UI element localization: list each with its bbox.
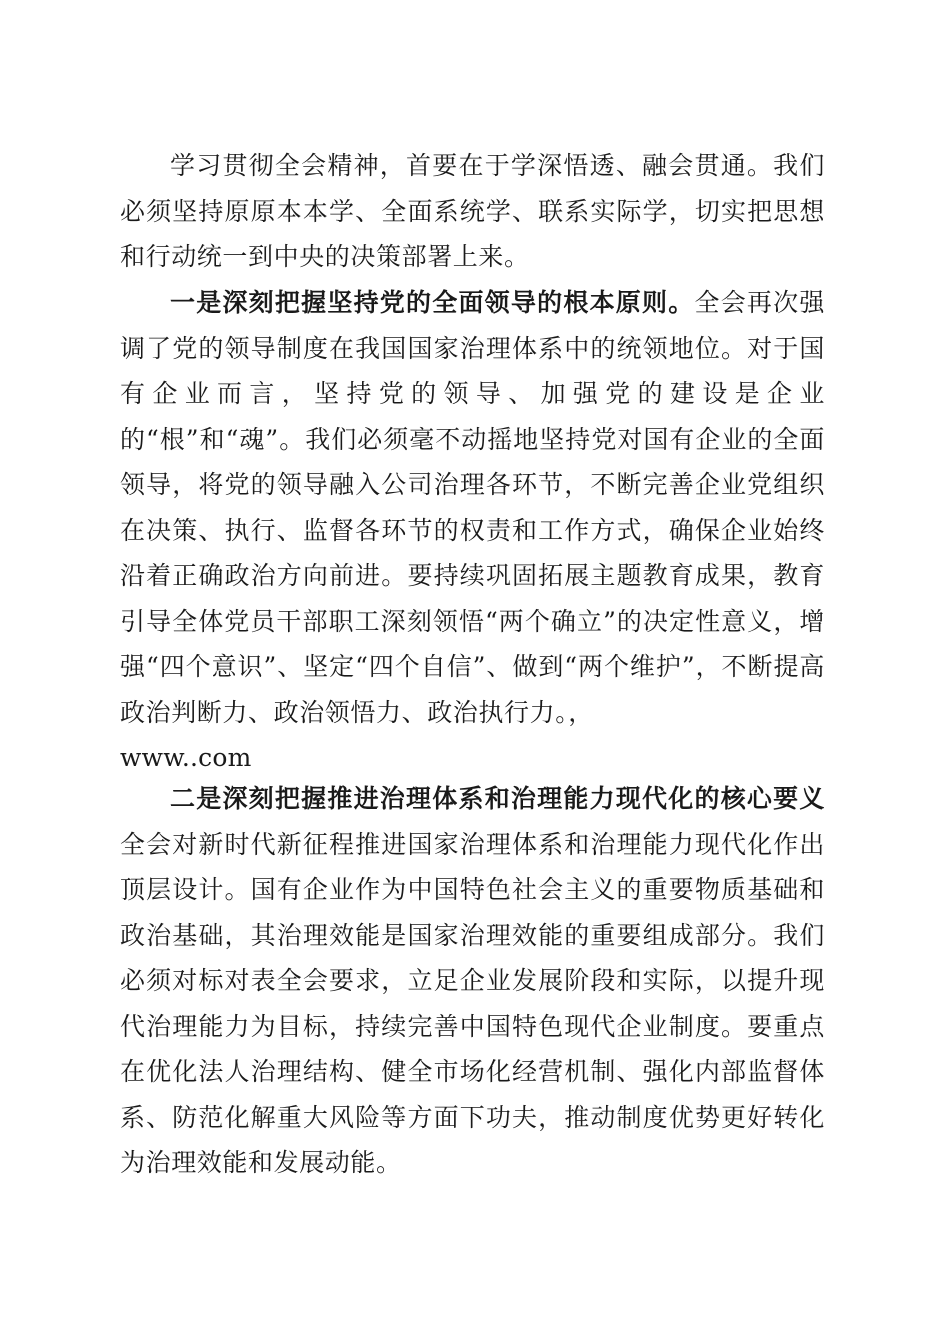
paragraph-governance-modernization: [120, 776, 825, 1186]
paragraph-party-leadership-url: www..com: [120, 743, 252, 772]
paragraph-party-leadership: [120, 280, 825, 781]
paragraph-governance-modernization-heading: 二是深刻把握推进治理体系和治理能力现代化的核心要义: [170, 784, 825, 813]
paragraph-governance-modernization-text: 全会对新时代新征程推进国家治理体系和治理能力现代化作出顶层设计。国有企业作为中国特色社会主义的重要物质基础和政治基础，其治理效能是国家治理效能的重要组成部分。我们必须对标对表全会要求，立足企业发展阶段和实际，以提升现代治理能力为目标，持续完善中国特色现代企业制度。要重点在优化法人治理结构、健全市场化经营机制、强化内部监督体系、防范化解重大风险等方面下功夫，推动制度优势更好转化为治理效能和发展动能。: [120, 829, 825, 1177]
paragraph-intro-text: 学习贯彻全会精神，首要在于学深悟透、融会贯通。我们必须坚持原原本本学、全面系统学、联系实际学，切实把思想和行动统一到中央的决策部署上来。: [120, 151, 825, 271]
paragraph-party-leadership-heading: 一是深刻把握坚持党的全面领导的根本原则。: [170, 288, 695, 317]
paragraph-party-leadership-text: 全会再次强调了党的领导制度在我国国家治理体系中的统领地位。对于国有企业而言，坚持党的领导、加强党的建设是企业的“根”和“魂”。我们必须毫不动摇地坚持党对国有企业的全面领导，将党的领导融入公司治理各环节，不断完善企业党组织在决策、执行、监督各环节的权责和工作方式，确保企业始终沿着正确政治方向前进。要持续巩固拓展主题教育成果，教育引导全体党员干部职工深刻领悟“两个确立”的决定性意义，增强“四个意识”、坚定“四个自信”、做到“两个维护”，不断提高政治判断力、政治领悟力、政治执行力。，: [120, 288, 825, 727]
paragraph-intro: [120, 143, 825, 280]
